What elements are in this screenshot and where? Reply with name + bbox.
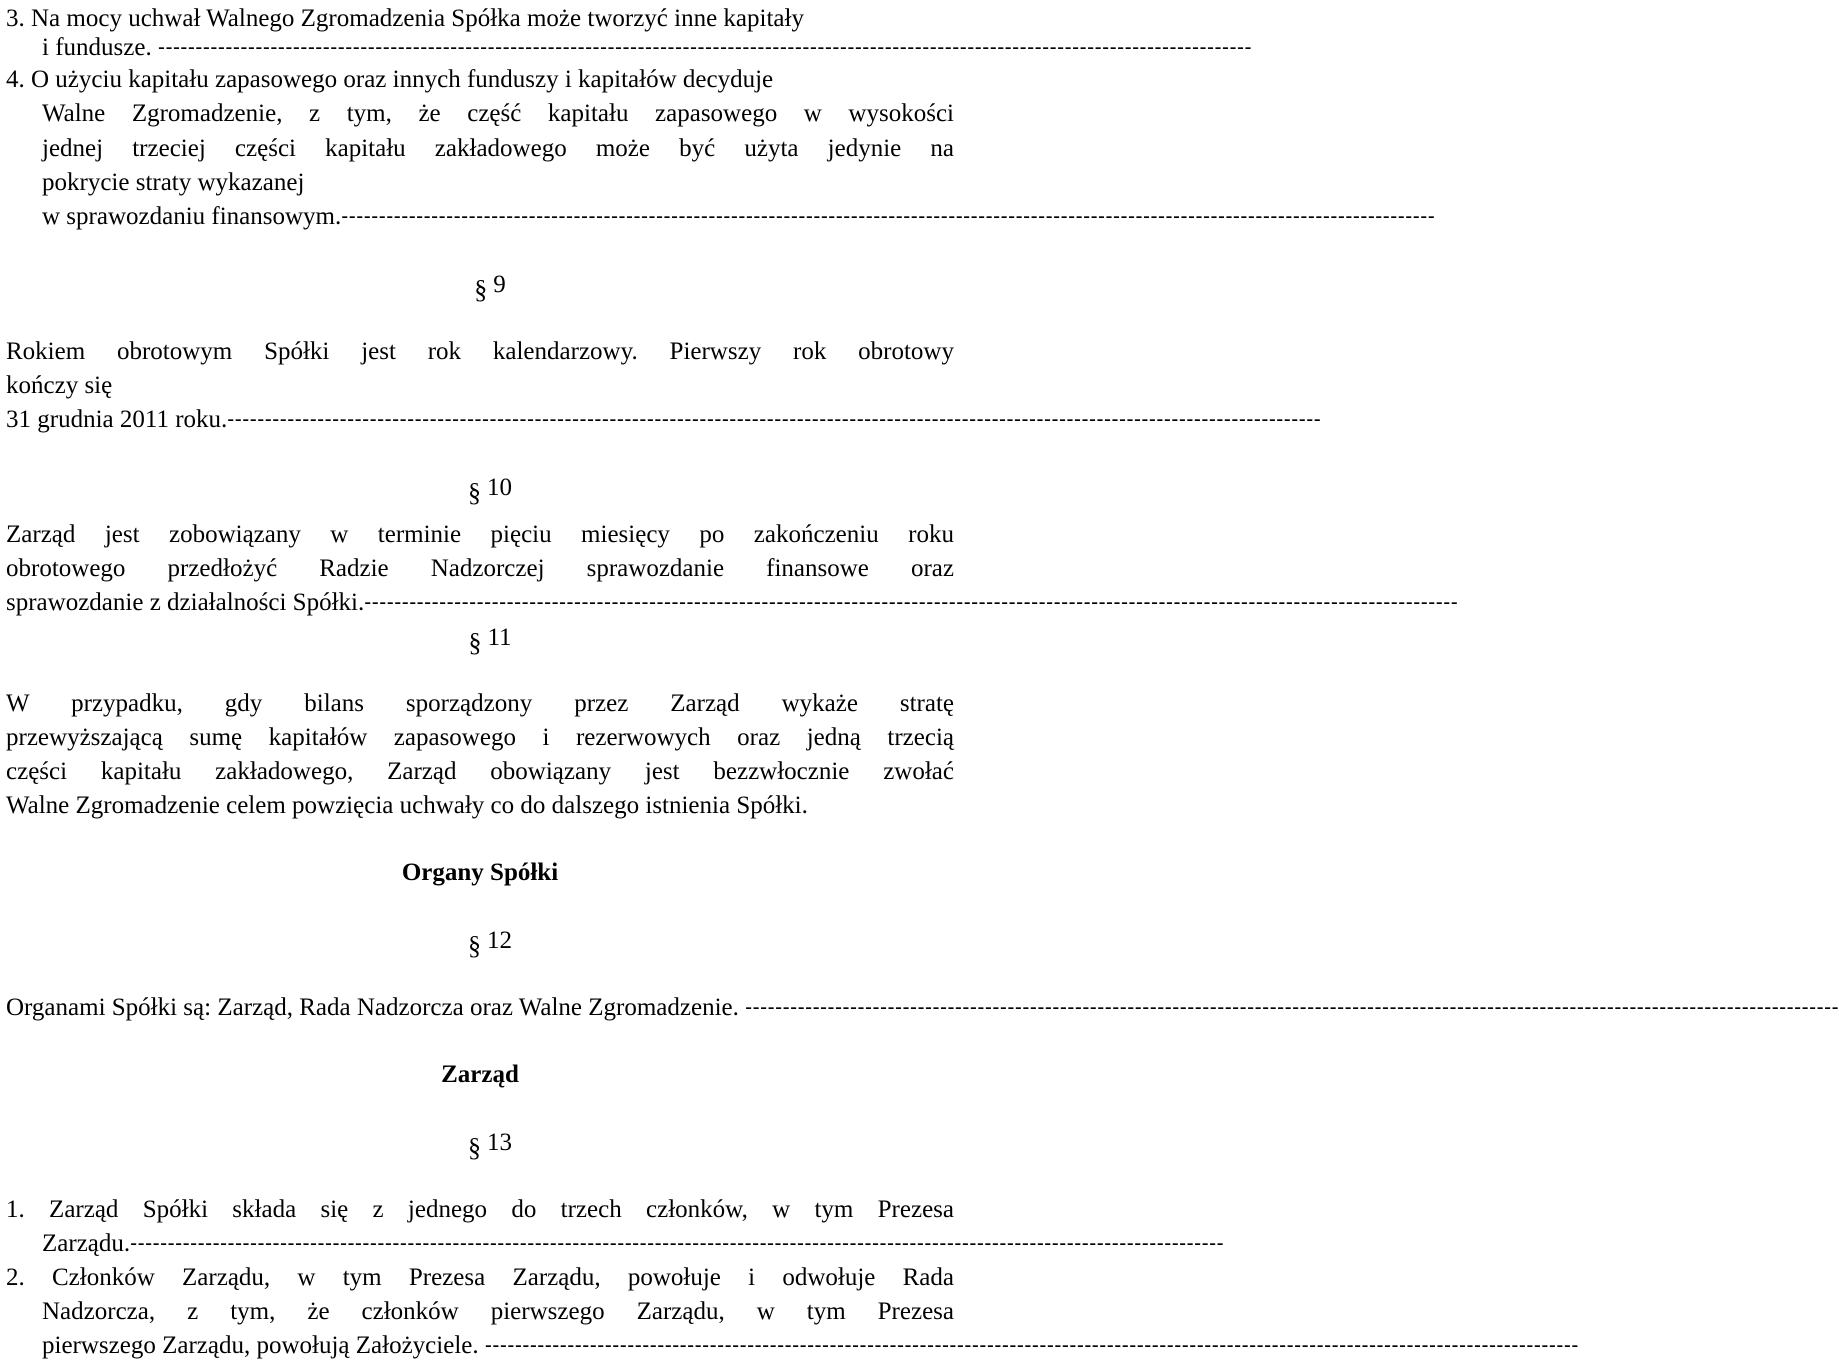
item4-line4: pokrycie straty wykazanej [42,169,305,196]
sec10-line2: obrotowego przedłożyć Radzie Nadzorczej sprawozdanie finansowe oraz [6,555,954,582]
sec12-line1-text: Organami Spółki są: Zarząd, Rada Nadzorcza oraz Walne Zgromadzenie. [6,994,746,1021]
heading-zarzad: Zarząd [441,1061,519,1088]
sec13-item2-line3-text: pierwszego Zarządu, powołują Założyciele. [42,1332,485,1359]
section-sign: § [468,628,482,657]
sec10-line1: Zarząd jest zobowiązany w terminie pięciu miesięcy po zakończeniu roku [6,521,954,548]
sec11-line3: części kapitału zakładowego, Zarząd obowiązany jest bezzwłocznie zwołać [6,758,954,785]
section-13-heading [20,1122,960,1162]
sec9-line3 [6,403,1322,437]
item4-line2: Walne Zgromadzenie, z tym, że część kapitału zapasowego w wysokości [42,100,954,127]
dash-filler: -------------------------------------------------------------------------------------------------------------------------------------------------- [745,996,1839,1019]
dash-filler: -------------------------------------------------------------------------------------------------------------------------------------------------- [364,591,1459,614]
sec12-line1 [6,991,1839,1025]
sec11-line4: Walne Zgromadzenie celem powzięcia uchwały co do dalszego istnienia Spółki. [6,792,808,819]
section-10-heading [20,467,960,507]
item4-line1: 4. O użyciu kapitału zapasowego oraz innych funduszy i kapitałów decyduje [6,66,774,93]
section-number: 9 [493,271,506,298]
sec10-line3-text: sprawozdanie z działalności Spółki. [6,589,365,616]
sec13-item2-line3 [42,1329,1579,1363]
section-11-heading [20,617,960,657]
dash-filler: -------------------------------------------------------------------------------------------------------------------------------------------------- [157,36,1252,59]
heading-organy-spolki: Organy Spółki [401,859,559,886]
sec9-line3-text: 31 grudnia 2011 roku. [6,406,228,433]
sec11-line2: przewyższającą sumę kapitałów zapasowego i rezerwowych oraz jedną trzecią [6,724,954,751]
section-number: 11 [487,624,512,651]
sec9-line2: kończy się [6,372,113,399]
section-sign: § [468,931,481,960]
item4-line5 [42,200,1436,234]
sec13-item1-line2 [42,1227,1225,1261]
item4-line5-text: w sprawozdaniu finansowym. [42,203,342,230]
section-9-heading [20,264,960,304]
sec13-item1-line2-text: Zarządu. [42,1230,131,1257]
item3-line1: 3. Na mocy uchwał Walnego Zgromadzenia Spółka może tworzyć inne kapitały [6,5,804,32]
section-sign: § [468,1133,481,1162]
sec10-line3 [6,586,1459,620]
item3-line2-text: i fundusze. [42,34,158,61]
sec13-item2-line2: Nadzorcza, z tym, że członków pierwszego Zarządu, w tym Prezesa [42,1298,954,1325]
item3-line2 [42,31,1252,65]
dash-filler: -------------------------------------------------------------------------------------------------------------------------------------------------- [341,205,1436,228]
dash-filler: -------------------------------------------------------------------------------------------------------------------------------------------------- [130,1232,1225,1255]
section-number: 10 [487,474,512,501]
dash-filler: -------------------------------------------------------------------------------------------------------------------------------------------------- [484,1334,1579,1357]
section-sign: § [468,478,481,507]
sec11-line1: W przypadku, gdy bilans sporządzony przez Zarząd wykaże stratę [6,690,954,717]
sec9-line1: Rokiem obrotowym Spółki jest rok kalendarzowy. Pierwszy rok obrotowy [6,338,954,365]
dash-filler: -------------------------------------------------------------------------------------------------------------------------------------------------- [227,408,1322,431]
item4-line3: jednej trzeciej części kapitału zakładowego może być użyta jedynie na [42,135,954,162]
sec13-item2-line1: 2. Członków Zarządu, w tym Prezesa Zarządu, powołuje i odwołuje Rada [6,1264,954,1291]
sec13-item1-line1: 1. Zarząd Spółki składa się z jednego do trzech członków, w tym Prezesa [6,1196,954,1223]
section-number: 12 [487,927,512,954]
section-number: 13 [487,1129,512,1156]
section-12-heading [20,920,960,960]
section-sign: § [474,275,488,304]
